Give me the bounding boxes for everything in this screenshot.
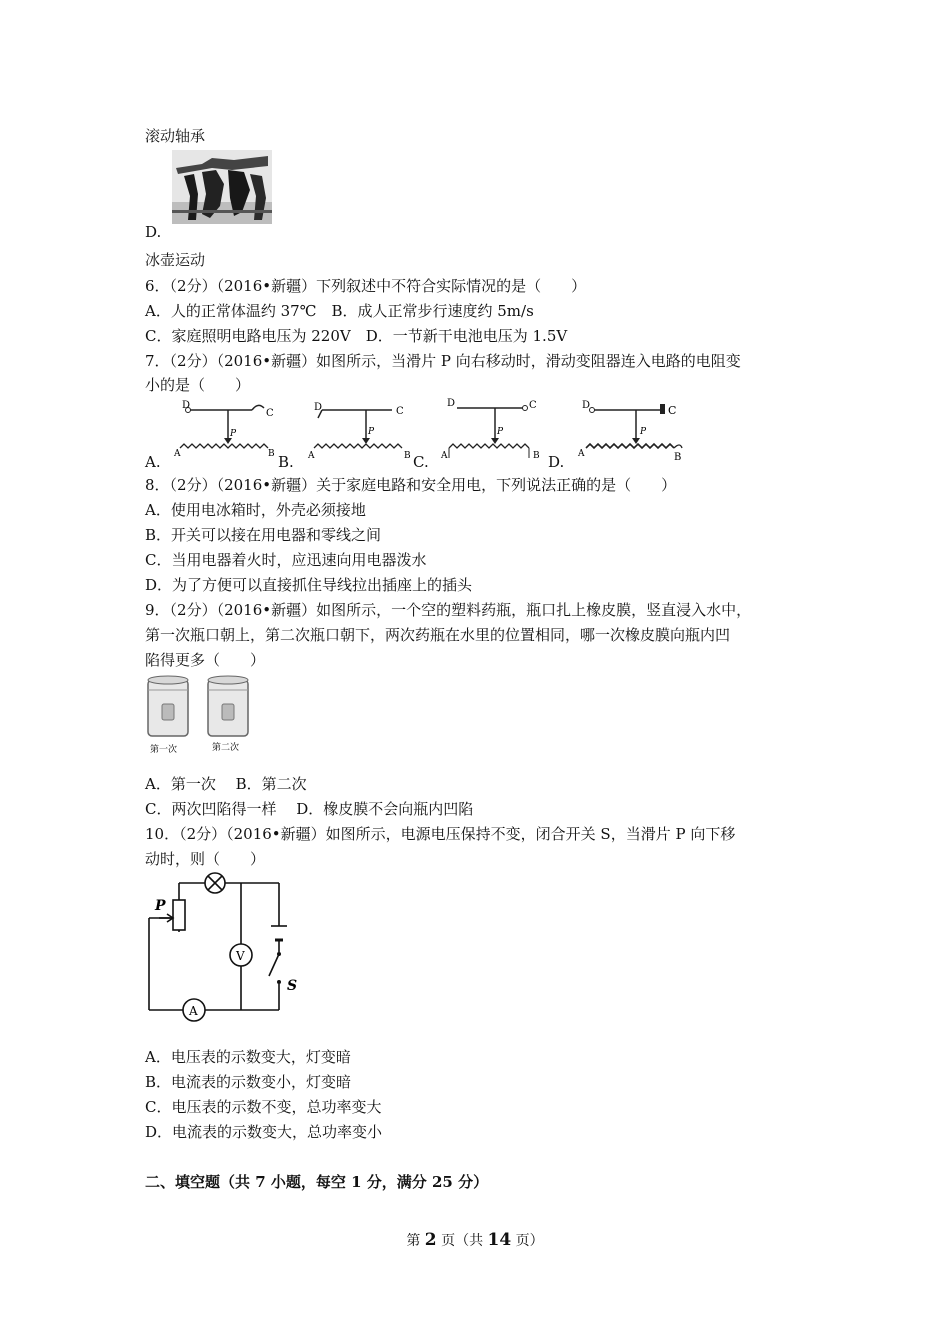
terminal-b-label: B <box>533 451 540 461</box>
q8-stem: 8．（2分）（2016•新疆）关于家庭电路和安全用电，下列说法正确的是（ ） <box>145 476 677 494</box>
ammeter-label: A <box>189 1004 198 1018</box>
q10-stem-line1: 10．（2分）（2016•新疆）如图所示，电源电压保持不变，闭合开关 S，当滑片 P 向下移 <box>145 825 736 843</box>
slider-p-label: P <box>230 429 237 439</box>
footer-suffix: 页） <box>515 1233 544 1249</box>
rheostat-figure-c <box>435 396 550 464</box>
terminal-b-label: B <box>674 452 682 463</box>
beaker-first <box>148 676 188 736</box>
option-d-caption: 冰壶运动 <box>145 251 206 269</box>
q9-stem-line2: 第一次瓶口朝上，第二次瓶口朝下，两次药瓶在水里的位置相同，哪一次橡皮膜向瓶内凹 <box>145 626 731 644</box>
q7-option-d-label: D. <box>548 453 565 471</box>
terminal-b-label: B <box>404 451 411 461</box>
option-c-caption: 滚动轴承 <box>145 127 206 145</box>
current-page-number: 2 <box>424 1230 437 1250</box>
voltmeter-label: V <box>236 949 245 963</box>
rheostat-body <box>173 900 185 930</box>
q7-option-c-label: C. <box>413 453 429 471</box>
q10-option-d: D．电流表的示数变大，总功率变小 <box>145 1123 383 1141</box>
terminal-d-label: D <box>582 400 591 411</box>
q9-stem-line3: 陷得更多（ ） <box>145 651 266 669</box>
q7-option-b-label: B. <box>278 453 294 471</box>
q7-stem-line2: 小的是（ ） <box>145 376 251 394</box>
terminal-a-label: A <box>578 449 585 459</box>
total-pages-number: 14 <box>487 1230 512 1250</box>
q10-option-b: B．电流表的示数变小，灯变暗 <box>145 1073 352 1091</box>
q9-stem-line1: 9．（2分）（2016•新疆）如图所示，一个空的塑料药瓶，瓶口扎上橡皮膜，竖直浸入水中， <box>145 601 752 619</box>
terminal-a-label: A <box>174 449 181 459</box>
q8-option-c: C．当用电器着火时，应迅速向用电器泼水 <box>145 551 427 569</box>
q10-option-c: C．电压表的示数不变，总功率变大 <box>145 1098 382 1116</box>
q7-option-a-label: A. <box>145 453 161 471</box>
terminal-c-label: C <box>529 400 537 411</box>
slider-p-label: P <box>497 427 504 437</box>
q7-stem-line1: 7．（2分）（2016•新疆）如图所示，当滑片 P 向右移动时，滑动变阻器连入电路的电阻变 <box>145 352 741 370</box>
q9-options-cd: C．两次凹陷得一样 D．橡皮膜不会向瓶内凹陷 <box>145 800 474 818</box>
q8-option-d: D．为了方便可以直接抓住导线拉出插座上的插头 <box>145 576 473 594</box>
first-time-label: 第一次 <box>150 745 178 755</box>
slider-p-label: P <box>368 427 375 437</box>
switch-icon <box>269 954 279 976</box>
q10-option-a: A．电压表的示数变大，灯变暗 <box>145 1048 351 1066</box>
terminal-a-label: A <box>441 451 448 461</box>
switch-s-label: S <box>287 978 298 994</box>
q6-options-ab: A．人的正常体温约 37℃ B．成人正常步行速度约 5m/s <box>145 302 534 320</box>
option-d-label: D. <box>145 223 162 241</box>
footer-prefix: 第 <box>406 1233 421 1249</box>
beaker-second <box>208 676 248 736</box>
terminal-d-label: D <box>314 402 323 413</box>
slider-p-label: P <box>155 898 166 914</box>
rheostat-figure-a <box>168 398 278 464</box>
q9-options-ab: A．第一次 B．第二次 <box>145 775 307 793</box>
q6-stem: 6．（2分）（2016•新疆）下列叙述中不符合实际情况的是（ ） <box>145 277 587 295</box>
curling-photo <box>172 150 272 224</box>
q6-options-cd: C．家庭照明电路电压为 220V D．一节新干电池电压为 1.5V <box>145 327 568 345</box>
terminal-a-label: A <box>308 451 315 461</box>
terminal-d-label: D <box>182 400 191 411</box>
page-footer <box>0 1230 950 1250</box>
terminal-b-label: B <box>268 449 275 459</box>
section-2-heading: 二、填空题（共 7 小题，每空 1 分，满分 25 分） <box>145 1173 489 1191</box>
terminal-d-label: D <box>447 398 456 409</box>
q8-option-a: A．使用电冰箱时，外壳必须接地 <box>145 501 366 519</box>
terminal-c-label: C <box>668 404 677 417</box>
bottle-figure <box>142 672 260 756</box>
rheostat-figure-b <box>300 398 415 464</box>
slider-p-label: P <box>640 427 647 437</box>
q8-option-b: B．开关可以接在用电器和零线之间 <box>145 526 382 544</box>
terminal-c-label: C <box>396 406 404 417</box>
circuit-diagram <box>145 870 305 1026</box>
second-time-label: 第二次 <box>212 743 240 753</box>
terminal-c-label: C <box>266 408 274 419</box>
footer-middle: 页（共 <box>441 1233 484 1249</box>
rheostat-figure-d <box>570 398 690 464</box>
q10-stem-line2: 动时，则（ ） <box>145 850 266 868</box>
